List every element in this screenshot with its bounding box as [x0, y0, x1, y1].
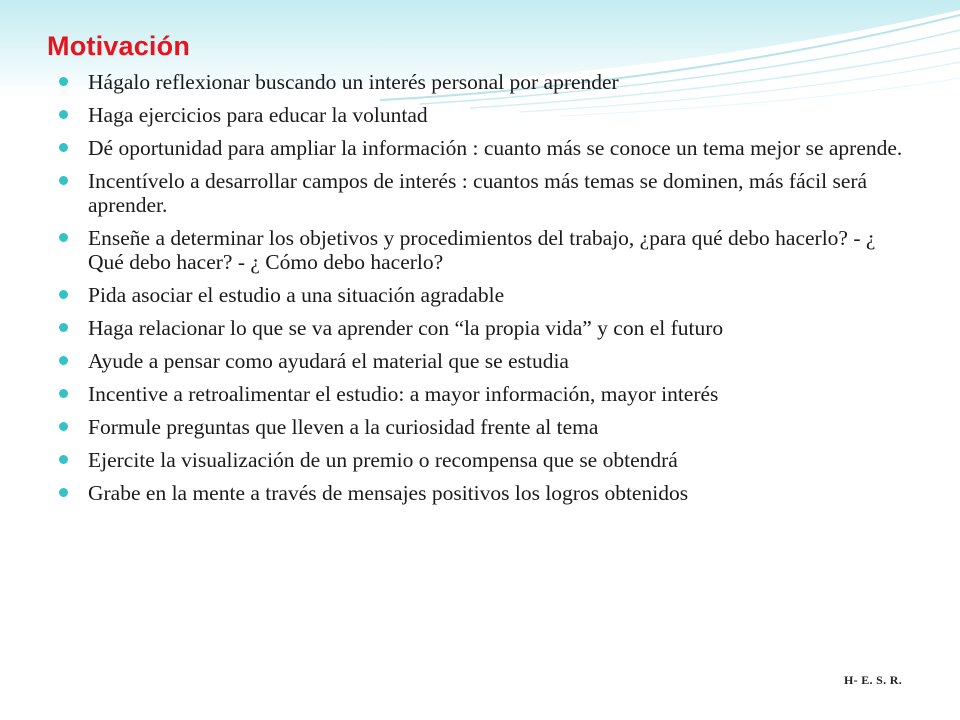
- bullet-list: [59, 70, 914, 514]
- bullet-dot-icon: [59, 143, 68, 152]
- bullet-dot-icon: [59, 77, 68, 86]
- bullet-item: [59, 70, 914, 94]
- bullet-text: Ejercite la visualización de un premio o recompensa que se obtendrá: [88, 448, 678, 472]
- bullet-text: Haga ejercicios para educar la voluntad: [88, 103, 428, 127]
- bullet-text: Ayude a pensar como ayudará el material que se estudia: [88, 349, 569, 373]
- bullet-dot-icon: [59, 422, 68, 431]
- slide-title: Motivación: [47, 31, 191, 61]
- bullet-item: [59, 283, 914, 307]
- bullet-text: Formule preguntas que lleven a la curiosidad frente al tema: [88, 415, 599, 439]
- bullet-dot-icon: [59, 356, 68, 365]
- bullet-dot-icon: [59, 323, 68, 332]
- bullet-dot-icon: [59, 176, 68, 185]
- bullet-dot-icon: [59, 290, 68, 299]
- footer-initials: H- E. S. R.: [844, 673, 902, 687]
- bullet-text: Enseñe a determinar los objetivos y procedimientos del trabajo, ¿para qué debo hacerlo? - ¿ Qué debo hacer? - ¿ Cómo debo hacerlo?: [88, 226, 876, 274]
- bullet-text: Pida asociar el estudio a una situación agradable: [88, 283, 505, 307]
- bullet-dot-icon: [59, 488, 68, 497]
- bullet-item: [59, 349, 914, 373]
- bullet-text: Hágalo reflexionar buscando un interés personal por aprender: [88, 70, 619, 94]
- bullet-item: [59, 226, 914, 274]
- bullet-text: Haga relacionar lo que se va aprender con “la propia vida” y con el futuro: [88, 316, 724, 340]
- bullet-item: [59, 316, 914, 340]
- bullet-item: [59, 415, 914, 439]
- bullet-dot-icon: [59, 110, 68, 119]
- bullet-item: [59, 103, 914, 127]
- bullet-item: [59, 136, 914, 160]
- bullet-text: Dé oportunidad para ampliar la información : cuanto más se conoce un tema mejor se aprende.: [88, 136, 903, 160]
- bullet-text: Incentive a retroalimentar el estudio: a mayor información, mayor interés: [88, 382, 719, 406]
- bullet-item: [59, 169, 914, 217]
- bullet-dot-icon: [59, 455, 68, 464]
- bullet-item: [59, 448, 914, 472]
- bullet-item: [59, 382, 914, 406]
- bullet-dot-icon: [59, 233, 68, 242]
- bullet-item: [59, 481, 914, 505]
- bullet-text: Grabe en la mente a través de mensajes positivos los logros obtenidos: [88, 481, 689, 505]
- bullet-text: Incentívelo a desarrollar campos de interés : cuantos más temas se dominen, más fácil será aprender.: [88, 169, 868, 217]
- bullet-dot-icon: [59, 389, 68, 398]
